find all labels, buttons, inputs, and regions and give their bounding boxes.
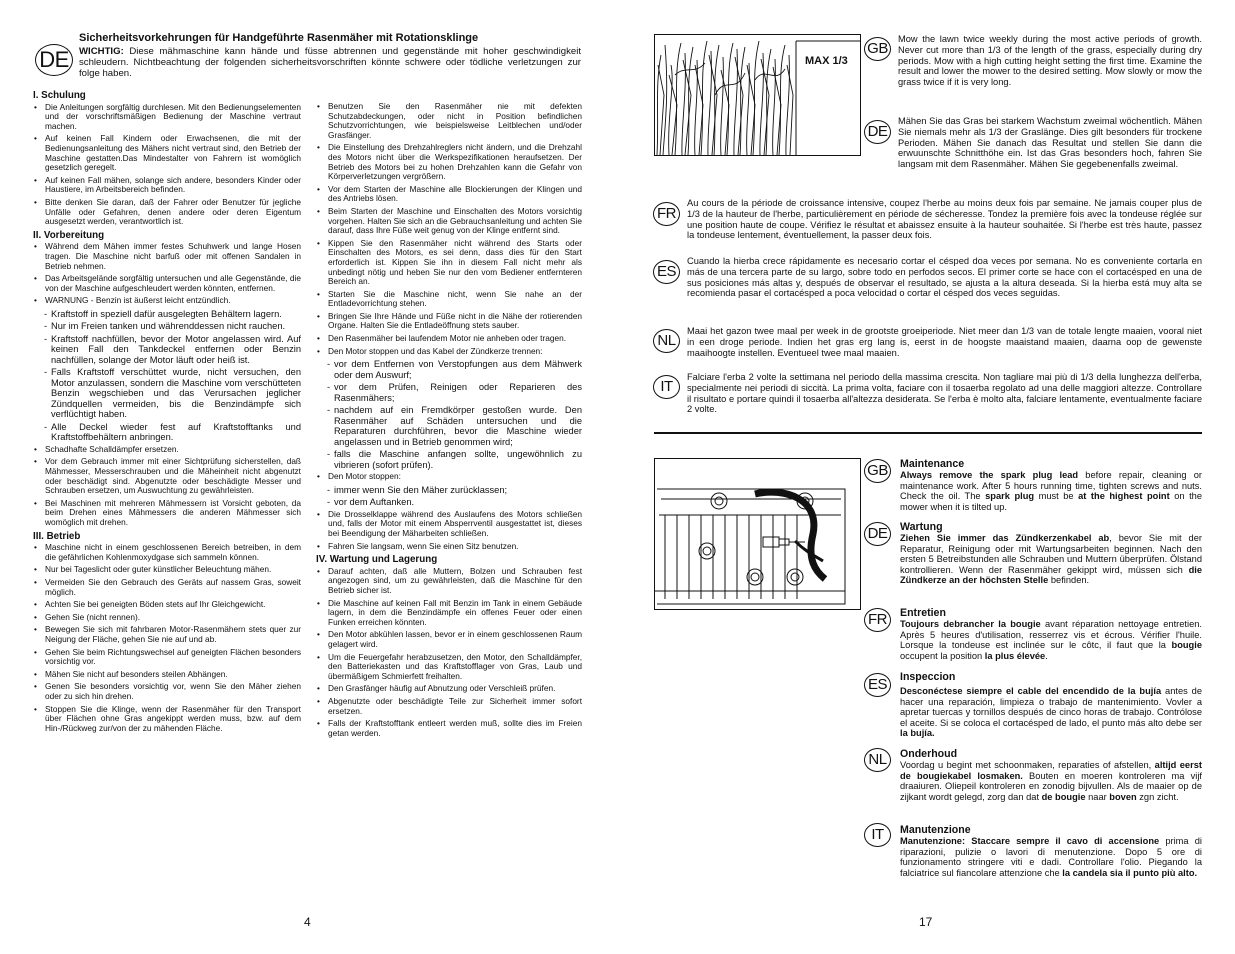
body-text: . [1045,650,1048,661]
body-text: before repair, cleaning or maintenance work. After 5 hours running time, tighten screws and nuts. Check the oil. The [900,470,1202,502]
list-item: • Auf keinen Fall mähen, solange sich andere, besonders Kinder oder Haustiere, im Arbeitsbereich befinden. [33,176,301,195]
emphasis-text: de bougie [1041,791,1086,802]
language-badge-es: ES [864,673,891,697]
intro-warning-text: Diese mähmaschine kann hände und füsse abtrennen und gegenstände mit hoher geschwindigkeit schleudern. Nichtbeachtung der folgenden sicherheitsvorschriften könnte schwere oder tödliche verletzungen zur folge haben. [79,46,581,80]
list-item: • Bei Maschinen mit mehreren Mähmessern ist Vorsicht geboten, da beim Drehen eines Mähmessers die anderen Mähmesser sich womöglich mit drehen. [33,499,301,528]
bullet-list [316,102,582,551]
list-subitem: - falls die Maschine anfangen sollte, ungewöhnlich zu vibrieren (sofort prüfen). [316,449,582,470]
list-item: • Während dem Mähen immer festes Schuhwerk und lange Hosen tragen. Die Maschine nicht barfuß oder mit offenen Sandalen in Betrieb nehmen. [33,242,301,271]
body-text: befinden. [1048,575,1090,586]
language-badge-nl: NL [864,748,891,772]
page-number: 4 [304,915,311,929]
mowing-text-de: Mähen Sie das Gras bei starkem Wachstum zweimal wöchentlich. Mähen Sie niemals mehr als 1/3 der Graslänge. Dies gilt besonders für trockene Perioden. Mähen Sie danach das Resultat und stellen Sie dann die erwuunschte Schnitthöhe ein. Ist das Gras besonders hoch, fahren Sie langsam mit dem Rasenmäher. Mähen Sie gegebenenfalls zweimal. [898,116,1202,170]
body-text: must be [1034,491,1079,502]
language-badge-fr: FR [864,608,891,632]
list-item: • Nur bei Tageslicht oder guter künstlicher Beleuchtung mähen. [33,565,301,575]
grass-max-label: MAX 1/3 [805,55,848,67]
list-item: • Auf keinen Fall Kindern oder Erwachsenen, die mit der Bedienungsanleitung des Mähers nicht vertraut sind, den Betrieb der Maschine gestatten.Das Mindestalter von Fahrern ist womöglich gesetzlich geregelt. [33,134,301,172]
list-item: • Mähen Sie nicht auf besonders steilen Abhängen. [33,670,301,680]
language-badge-de: DE [35,44,73,76]
section-divider [654,432,1202,434]
emphasis-text: spark plug [985,491,1035,502]
maintenance-block-nl [900,748,1202,802]
list-item: • Schadhafte Schalldämpfer ersetzen. [33,445,301,455]
list-subitem: - immer wenn Sie den Mäher zurücklassen; [316,485,582,496]
language-badge-es: ES [653,260,680,284]
list-subitem: - Falls Kraftstoff verschüttet wurde, nicht versuchen, den Motor anzulassen, sondern die Maschine vom verschütteten Benzin wegschieben und das Verursachen jeglicher Zündquellen vermeiden, bis die Benzindämpfe sich verflüchtigt haben. [33,367,301,420]
section-heading: II. Vorbereitung [33,229,105,241]
emphasis-text: Desconéctese siempre el cable del encendido de la bujía [900,686,1162,696]
list-item: • Gehen Sie beim Richtungswechsel auf geneigten Flächen besonders vorsichtig vor. [33,648,301,667]
emphasis-text: bougie [1171,640,1202,651]
list-item: • Den Grasfänger häufig auf Abnutzung oder Verschleiß prüfen. [316,684,582,694]
body-text: occupent la position [900,650,985,661]
list-item: • Den Motor abkühlen lassen, bevor er in einem geschlossenen Raum gelagert wird. [316,630,582,649]
list-item: • Die Maschine auf keinen Fall mit Benzin im Tank in einem Gebäude lagern, in dem die Benzindämpfe ein offenes Feuer oder einen Funken erreichen könnten. [316,599,582,628]
language-badge-gb: GB [864,37,891,61]
list-item: • Die Drosselklappe während des Auslaufens des Motors schließen und, falls der Motor mit einem Absperrventil ausgestattet ist, dieses bei Beendigung der Mäharbeiten schließen. [316,510,582,539]
list-item: • Den Rasenmäher bei laufendem Motor nie anheben oder tragen. [316,334,582,344]
language-badge-it: IT [864,823,891,847]
list-item: • Abgenutzte oder beschädigte Teile zur Sicherheit immer sofort ersetzen. [316,697,582,716]
list-item: • Den Motor stoppen und das Kabel der Zündkerze trennen: [316,347,582,357]
list-item: • Bringen Sie Ihre Hände und Füße nicht in die Nähe der rotierenden Organe. Halten Sie die Entladeöffnung stets sauber. [316,312,582,331]
page-number: 17 [919,915,933,929]
grass-illustration [654,34,861,156]
language-badge-de: DE [864,522,891,546]
list-item: • Die Anleitungen sorgfältig durchlesen. Mit den Bedienungselementen und der vorschriftsmäßigen Bedienung der Maschine vertraut machen. [33,103,301,132]
intro-warning-label: WICHTIG: [79,46,124,57]
list-item: • Benutzen Sie den Rasenmäher nie mit defekten Schutzabdeckungen, oder nicht in Position befindlichen Schutzvorrichtungen, wie beispielsweise Leitblechen und/oder Grasfänger. [316,102,582,140]
emphasis-text: altijd eerst de bougiekabel losmaken. [900,760,1202,781]
grass-drawing [655,35,860,155]
body-text: on the mower when it is tilted up. [900,491,1202,512]
list-subitem: - Kraftstoff nachfüllen, bevor der Motor angelassen wird. Auf keinen Fall den Tankdeckel entfernen oder Benzin nachfüllen, solange der Motor läuft oder heiß ist. [33,334,301,366]
body-text: , bevor Sie mit der Reparatur, Reinigung oder mit Wartungsarbeiten beginnen. Nach den ersten 5 Betreibstunden alle Schrauben und Muttern überprüfen. Ölstand kontrollieren. Wenn der Rasenmäher gekippt wird, müssen sich [900,533,1202,575]
section-heading: I. Schulung [33,90,86,101]
emphasis-text: die Zündkerze an der höchsten Stelle [900,564,1202,586]
list-item: • Vor dem Gebrauch immer mit einer Sichtprüfung sicherstellen, daß Mähmesser, Messerschrauben und die Mäheinheit nicht abgenutzt oder beschädigt sind. Abgenutzte oder beschädigte Messer und Schrauben ersetzen, um Auswuchtung zu gewährleisten. [33,457,301,495]
mowing-text-gb: Mow the lawn twice weekly during the most active periods of growth. Never cut more than 1/3 of the length of the grass, especially during dry periods. Mow with a high cutting height setting the first time. Examine the result and lower the mower to the desired setting. Mow slowly or mow the grass twice if it is very long. [898,34,1202,88]
safety-intro [79,46,581,80]
list-item: • Falls der Kraftstofftank entleert werden muß, sollte dies im Freien getan werden. [316,719,582,738]
maintenance-heading: Maintenance [900,458,965,470]
emphasis-text: la bujía. [900,728,935,739]
section-heading: IV. Wartung und Lagerung [316,554,438,566]
list-item: • Vermeiden Sie den Gebrauch des Geräts auf nassem Gras, soweit möglich. [33,578,301,597]
language-badge-gb: GB [864,459,891,483]
left-column-2 [316,102,582,741]
bullet-list [33,543,301,733]
body-text: naar [1085,791,1110,802]
maintenance-heading: Manutenzione [900,824,971,836]
engine-drawing [655,459,860,609]
mowing-text-es: Cuando la hierba crece rápidamente es necesario cortar el césped doa veces por semana. No es conveniente cortarla en más de una tercera parte de su largo, sobre todo en perfodos secos. El primer corte se hace con el cortacésped en una de sus posiciones más altas y, después de observar el resultado, se ajusta a la altura deseada. Si la hierba está muy alta se recomienda pasar el cortacésped a poca velocidad o cortar el césped dos veces seguidas. [687,256,1202,299]
list-item: • WARNUNG - Benzin ist äußerst leicht entzündlich. [33,296,301,306]
maintenance-heading: Entretien [900,607,946,619]
bullet-list [33,103,301,227]
language-badge-fr: FR [653,202,680,226]
body-text: avant réparation nettoyage entretien. Après 5 heures d'utilisation, resserrez vis et écrous. Vérifier l'huile. Lorsque la tondeuse est inclinée sur le côtc, il faut que la [900,619,1202,651]
maintenance-heading: Inspeccion [900,671,956,683]
body-text: prima di riparazioni, pulizie o lavori di menutenzione. Dopo 5 ore di funzionamento stringere viti e dadi. Controllare l'olio. Piegando la falciatrice sul fiancolare attenzione che [900,836,1202,878]
left-column-1 [33,87,301,736]
list-item: • Stoppen Sie die Klinge, wenn der Rasenmäher für den Transport über Flächen ohne Gras angekippt werden muss, bzw. auf dem Hin-/Rückweg zur/von der zu mähenden Fläche. [33,705,301,734]
safety-title: Sicherheitsvorkehrungen für Handgeführte Rasenmäher mit Rotationsklinge [79,32,479,44]
emphasis-text: Always remove the spark plug lead [900,470,1079,480]
list-item: • Vor dem Starten der Maschine alle Blockierungen der Klingen und des Antriebs lösen. [316,185,582,204]
list-item: • Starten Sie die Maschine nicht, wenn Sie nahe an der Entladevorrichtung stehen. [316,290,582,309]
list-subitem: - nachdem auf ein Fremdkörper gestoßen wurde. Den Rasenmäher auf Schäden untersuchen und die Reparaturen durchführen, bevor die Maschine wieder angelassen und in Betrieb genommen wird; [316,405,582,447]
language-badge-nl: NL [653,329,680,353]
list-item: • Genen Sie besonders vorsichtig vor, wenn Sie den Mäher ziehen oder zu sich hin drehen. [33,682,301,701]
maintenance-heading: Wartung [900,521,943,533]
mowing-text-fr: Au cours de la période de croissance intensive, coupez l'herbe au moins deux fois par semaine. Ne jamais couper plus de 1/3 de la hauteur de l'herbe, particulièrement en période de sécheresse. Tondez la première fois avec la tondeuse réglée sur une position haute de coupe. Vérifiez le résultat et abaissez ensuite à la hauteur souhaitée. Si l'herbe est très haute, passez la tondeuse lentement, éventuellement, la passer deux fois. [687,198,1202,241]
emphasis-text: Ziehen Sie immer das Zündkerzenkabel ab [900,533,1110,543]
list-subitem: - vor dem Prüfen, Reinigen oder Reparieren des Rasenmähers; [316,382,582,403]
maintenance-block-it [900,824,1202,878]
bullet-list [316,567,582,739]
list-item: • Um die Feuergefahr herabzusetzen, den Motor, den Schalldämpfer, den Batteriekasten und das Kraftstofflager von Gras, Laub und übermäßigem Schmierfett freihalten. [316,653,582,682]
maintenance-block-de [900,521,1202,586]
emphasis-text: la plus élevée [984,650,1046,661]
list-item: • Kippen Sie den Rasenmäher nicht während des Starts oder Einschalten des Motors, es sei denn, dass dies für den Start erforderlich ist. Kippen Sie ihn in diesem Fall nicht mehr als unbedingt nötig und heben Sie nur den vom Bediener entfernteren Bereich an. [316,239,582,287]
body-text: Bouten en moeren kontroleren ma vijf draaiuren. Oliepeil kontroleren en zonodig bijvullen. Als de maaier op de zijkant wordt gelegd, zorg dan dat [900,770,1202,802]
maintenance-block-gb [900,458,1202,512]
mowing-text-nl: Maai het gazon twee maal per week in de grootste groeiperiode. Niet meer dan 1/3 van de totale lengte maaien, vooral niet in een droge periode. Indien het gras erg lang is, eerst in de hoogste maaistand maaien, daarna oop de gewenste maaihoogte instellen. Eventueel twee maal maaien. [687,326,1202,358]
maintenance-heading: Onderhoud [900,748,958,760]
emphasis-text: Manutenzione: Staccare sempre il cavo di accensione [900,836,1160,846]
list-subitem: - Kraftstoff in speziell dafür ausgelegten Behältern lagern. [33,309,301,320]
list-item: • Achten Sie bei geneigten Böden stets auf Ihr Gleichgewicht. [33,600,301,610]
emphasis-text: la candela sia il punto più alto. [1062,867,1198,878]
list-item: • Die Einstellung des Drehzahlreglers nicht ändern, und die Drehzahl des Motors nicht über die Werkspezifikationen heraufsetzen. Der Betrieb des Motors bei zu hohen Drehzahlen kann die Gefahr von Körperverletzungen vergrößern. [316,143,582,181]
section-heading: III. Betrieb [33,530,81,542]
mowing-text-it: Falciare l'erba 2 volte la settimana nel periodo della massima crescita. Non tagliare mai più di 1/3 della lunghezza dell'erba, specialmente nei periodi di siccità. La prima volta, faciare con il tosaerba regolato ad una delle maggiori altezze. Controllare il risultato e portare quindi il tosaerba all'altezza desiderata. Se l'erba è molto alta, falciare lentamente, eventualmente faciare 2 volte. [687,372,1202,415]
language-badge-it: IT [653,375,680,399]
list-subitem: - Nur im Freien tanken und währenddessen nicht rauchen. [33,321,301,332]
list-item: • Den Motor stoppen: [316,472,582,482]
list-item: • Fahren Sie langsam, wenn Sie einen Sitz benutzen. [316,542,582,552]
body-text: zgn zicht. [1136,791,1179,802]
emphasis-text: at the highest point [1078,491,1170,502]
emphasis-text: Toujours debrancher la bougie [900,619,1041,629]
body-text: antes de hacer una reparación, limpieza o trabajo de mantenimiento. Vovler a apretar tuercas y tornillos después de cinco horas de trabajo. Contrólose el aceite. Si se coloca el cortacésped de lado, el punto más alto debe ser [900,686,1203,728]
maintenance-block-fr [900,607,1202,661]
list-item: • Bitte denken Sie daran, daß der Fahrer oder Benutzer für jegliche Unfälle oder Gefahren, denen andere oder deren Eigentum ausgesetzt werden, verantwortlich ist. [33,198,301,227]
maintenance-block-es [900,671,1202,739]
list-item: • Gehen Sie (nicht rennen). [33,613,301,623]
engine-illustration [654,458,861,610]
list-item: • Maschine nicht in einem geschlossenen Bereich betreiben, in dem die gefährlichen Kohlenmoxydgase sich sammeln können. [33,543,301,562]
bullet-list [33,242,301,527]
list-item: • Darauf achten, daß alle Muttern, Bolzen und Schrauben fest angezogen sind, um zu gewährleisten, daß die Maschine für den Betrieb sicher ist. [316,567,582,596]
list-subitem: - vor dem Entfernen von Verstopfungen aus dem Mähwerk oder dem Auswurf; [316,359,582,380]
body-text: Voordag u begint met schoonmaken, reparaties of afstellen, [900,760,1155,770]
list-item: • Das Arbeitsgelände sorgfältig untersuchen und alle Gegenstände, die von der Maschine aufgeschleudert werden könnten, entfernen. [33,274,301,293]
list-subitem: - vor dem Auftanken. [316,497,582,508]
list-item: • Bewegen Sie sich mit fahrbaren Motor-Rasenmähern stets quer zur Neigung der Fläche, gehen Sie nie auf und ab. [33,625,301,644]
list-subitem: - Alle Deckel wieder fest auf Kraftstofftanks und Kraftstoffbehältern anbringen. [33,422,301,443]
language-badge-de: DE [864,120,891,144]
emphasis-text: boven [1109,791,1137,802]
list-item: • Beim Starten der Maschine und Einschalten des Motors vorsichtig vorgehen. Halten Sie sich an die Gebrauchsanleitung und achten Sie darauf, dass Ihre Füße weit genug von der Klinge entfernt sind. [316,207,582,236]
